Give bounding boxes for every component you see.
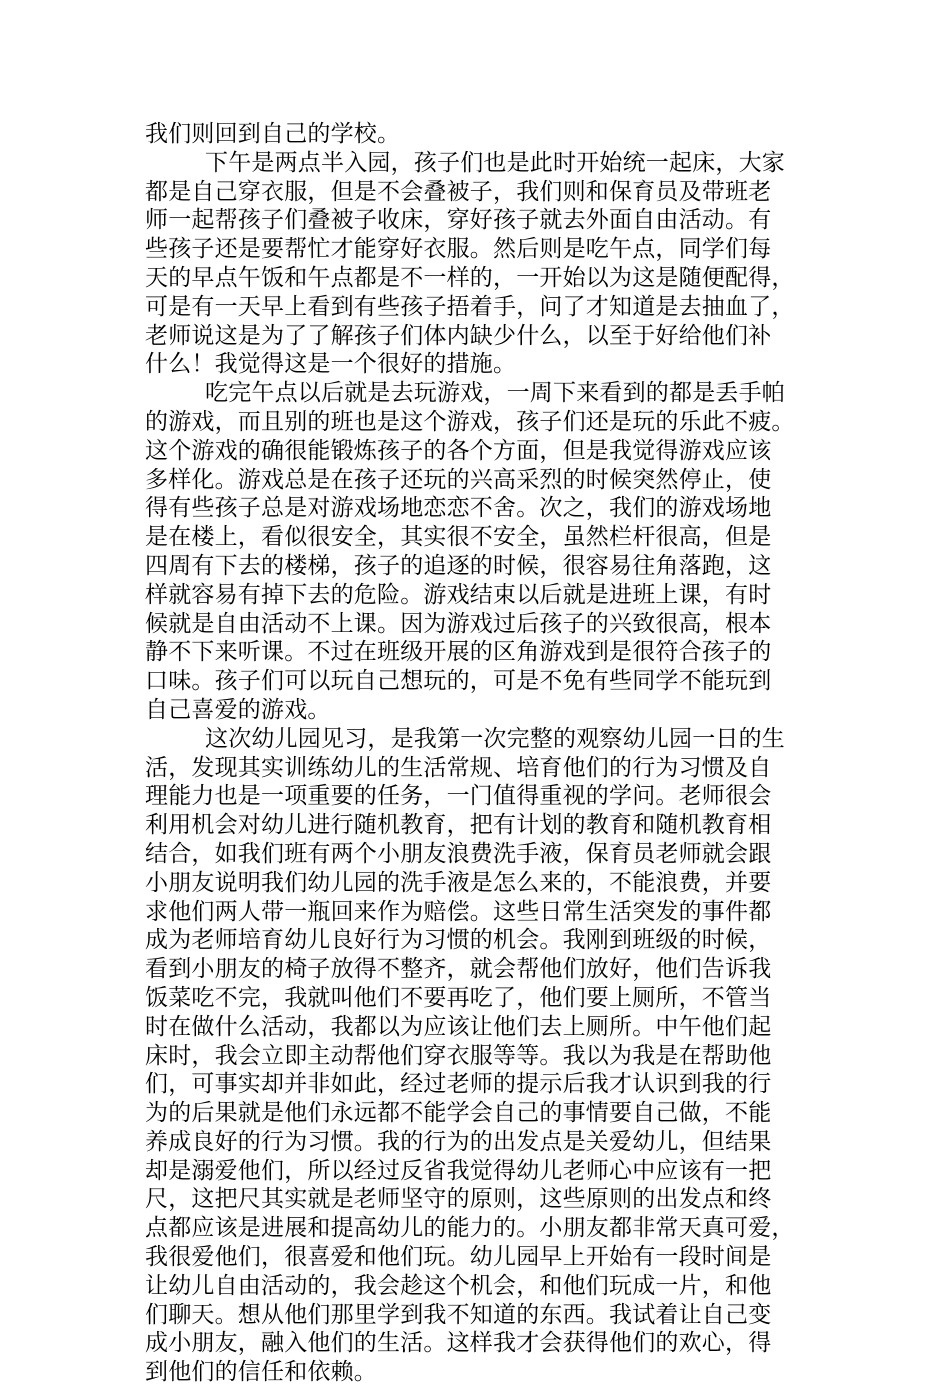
text-line: 师一起帮孩子们叠被子收床，穿好孩子就去外面自由活动。有: [145, 207, 772, 234]
text-line: 样就容易有掉下去的危险。游戏结束以后就是进班上课，有时: [145, 581, 772, 608]
text-line: 天的早点午饭和午点都是不一样的，一开始以为这是随便配得，: [145, 264, 795, 291]
text-line: 饭菜吃不完，我就叫他们不要再吃了，他们要上厕所，不管当: [145, 984, 772, 1011]
text-line: 尺，这把尺其实就是老师坚守的原则，这些原则的出发点和终: [145, 1186, 772, 1213]
text-line: 养成良好的行为习惯。我的行为的出发点是关爱幼儿，但结果: [145, 1128, 772, 1155]
text-line: 床时，我会立即主动帮他们穿衣服等等。我以为我是在帮助他: [145, 1042, 772, 1069]
text-line: 我们则回到自己的学校。: [145, 121, 401, 147]
text-line: 却是溺爱他们，所以经过反省我觉得幼儿老师心中应该有一把: [145, 1157, 772, 1184]
text-line: 些孩子还是要帮忙才能穿好衣服。然后则是吃午点，同学们每: [145, 236, 772, 263]
text-line: 的游戏，而且别的班也是这个游戏，孩子们还是玩的乐此不疲。: [145, 408, 795, 435]
text-line: 口味。孩子们可以玩自己想玩的，可是不免有些同学不能玩到: [145, 668, 772, 695]
text-line: 成小朋友，融入他们的生活。这样我才会获得他们的欢心，得: [145, 1330, 772, 1357]
text-line: 结合，如我们班有两个小朋友浪费洗手液，保育员老师就会跟: [145, 840, 772, 867]
text-line: 四周有下去的楼梯，孩子的追逐的时候，很容易往角落跑，这: [145, 552, 772, 579]
text-line: 老师说这是为了了解孩子们体内缺少什么，以至于好给他们补: [145, 322, 772, 349]
paragraph-first-line: 下午是两点半入园，孩子们也是此时开始统一起床，大家: [205, 149, 785, 176]
text-line: 到他们的信任和依赖。: [145, 1359, 377, 1386]
paragraph-first-line: 这次幼儿园见习，是我第一次完整的观察幼儿园一日的生: [205, 725, 785, 752]
text-line: 理能力也是一项重要的任务，一门值得重视的学问。老师很会: [145, 783, 772, 810]
text-line: 让幼儿自由活动的，我会趁这个机会，和他们玩成一片，和他: [145, 1272, 772, 1299]
text-line: 静不下来听课。不过在班级开展的区角游戏到是很符合孩子的: [145, 639, 772, 666]
text-line: 都是自己穿衣服，但是不会叠被子，我们则和保育员及带班老: [145, 178, 772, 205]
text-line: 是在楼上，看似很安全，其实很不安全，虽然栏杆很高，但是: [145, 524, 772, 551]
paragraph-first-line: 吃完午点以后就是去玩游戏，一周下来看到的都是丢手帕: [205, 380, 785, 407]
text-line: 们聊天。想从他们那里学到我不知道的东西。我试着让自己变: [145, 1301, 772, 1328]
text-line: 为的后果就是他们永远都不能学会自己的事情要自己做，不能: [145, 1100, 772, 1127]
text-line: 小朋友说明我们幼儿园的洗手液是怎么来的，不能浪费，并要: [145, 869, 772, 896]
text-line: 什么！我觉得这是一个很好的措施。: [145, 351, 517, 378]
text-line: 得有些孩子总是对游戏场地恋恋不舍。次之，我们的游戏场地: [145, 495, 772, 522]
text-line: 候就是自由活动不上课。因为游戏过后孩子的兴致很高，根本: [145, 610, 772, 637]
text-line: 们，可事实却并非如此，经过老师的提示后我才认识到我的行: [145, 1071, 772, 1098]
text-line: 多样化。游戏总是在孩子还玩的兴高采烈的时候突然停止，使: [145, 466, 772, 493]
text-line: 时在做什么活动，我都以为应该让他们去上厕所。中午他们起: [145, 1013, 772, 1040]
text-line: 点都应该是进展和提高幼儿的能力的。小朋友都非常天真可爱，: [145, 1215, 795, 1242]
text-line: 这个游戏的确很能锻炼孩子的各个方面，但是我觉得游戏应该: [145, 437, 772, 464]
text-line: 看到小朋友的椅子放得不整齐，就会帮他们放好，他们告诉我: [145, 956, 772, 983]
text-line: 求他们两人带一瓶回来作为赔偿。这些日常生活突发的事件都: [145, 898, 772, 925]
text-line: 利用机会对幼儿进行随机教育，把有计划的教育和随机教育相: [145, 812, 772, 839]
text-line: 成为老师培育幼儿良好行为习惯的机会。我刚到班级的时候，: [145, 927, 772, 954]
text-line: 活，发现其实训练幼儿的生活常规、培育他们的行为习惯及自: [145, 754, 772, 781]
text-line: 可是有一天早上看到有些孩子捂着手，问了才知道是去抽血了，: [145, 293, 795, 320]
document-body: [145, 120, 807, 1387]
text-line: 自己喜爱的游戏。: [145, 696, 331, 723]
text-line: 我很爱他们，很喜爱和他们玩。幼儿园早上开始有一段时间是: [145, 1244, 772, 1271]
